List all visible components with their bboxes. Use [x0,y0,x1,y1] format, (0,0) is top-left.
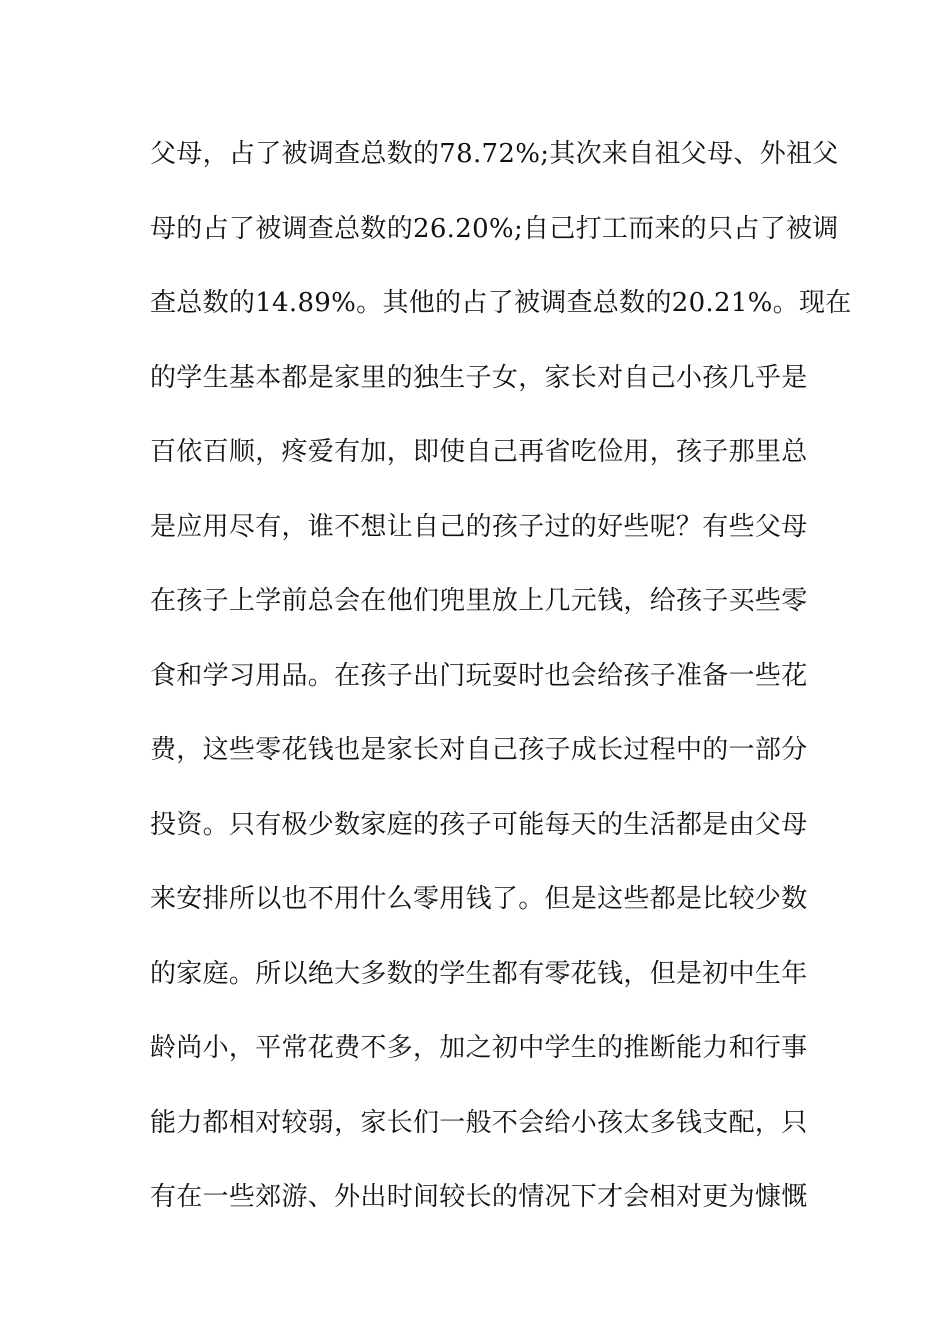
text-line: 的学生基本都是家里的独生子女，家长对自己小孩几乎是 [150,362,808,393]
text-line: 龄尚小，平常花费不多，加之初中学生的推断能力和行事 [150,1033,808,1063]
body-paragraph [150,128,852,1246]
text-line: 查总数的14.89%。其他的占了被调查总数的20.21%。现在 [150,288,852,318]
text-line: 投资。只有极少数家庭的孩子可能每天的生活都是由父母 [150,809,808,840]
text-line: 有在一些郊游、外出时间较长的情况下才会相对更为慷慨 [150,1182,808,1212]
text-line: 来安排所以也不用什么零用钱了。但是这些都是比较少数 [150,884,808,914]
text-line: 的家庭。所以绝大多数的学生都有零花钱，但是初中生年 [150,958,808,989]
text-line: 母的占了被调查总数的26.20%;自己打工而来的只占了被调 [150,213,839,244]
text-line: 百依百顺，疼爱有加，即使自己再省吃俭用，孩子那里总 [150,437,808,467]
text-line: 食和学习用品。在孩子出门玩耍时也会给孩子准备一些花 [150,660,808,691]
text-line: 费，这些零花钱也是家长对自己孩子成长过程中的一部分 [150,735,808,765]
text-line: 父母，占了被调查总数的78.72%;其次来自祖父母、外祖父 [150,139,839,169]
text-line: 在孩子上学前总会在他们兜里放上几元钱，给孩子买些零 [150,586,808,616]
text-line: 能力都相对较弱，家长们一般不会给小孩太多钱支配，只 [150,1107,808,1138]
text-line: 是应用尽有，谁不想让自己的孩子过的好些呢？有些父母 [150,511,808,542]
